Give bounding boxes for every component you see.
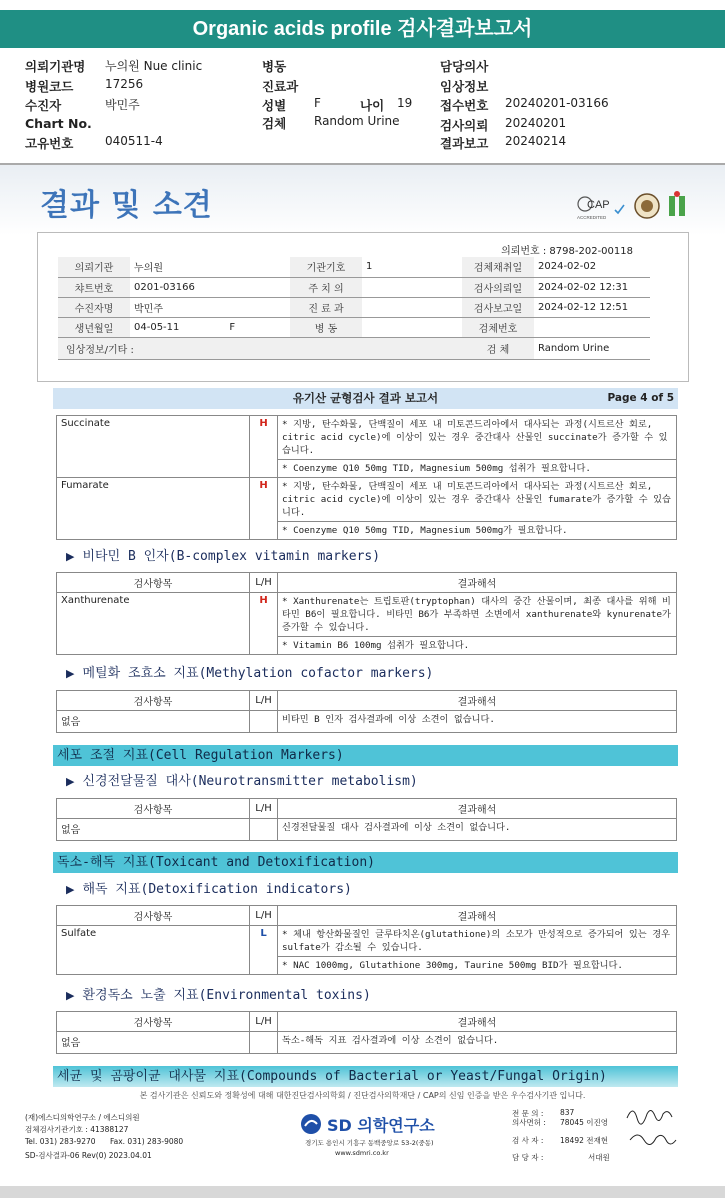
subsection-neurotransmitter	[66, 770, 418, 789]
subsection-environmental	[66, 984, 371, 1003]
interpretation: 신경전달물질 대사 검사결과에 이상 소견이 없습니다.	[278, 819, 677, 841]
interpretation: * Xanthurenate는 트립토판(tryptophan) 대사의 중간 산물이며, 최종 대사를 위해 비타민 B6이 필요합니다. 비타민 B6가 부족하면 소변에서 xanthurenate와 kynurenate가 증가할 수 있습니다.	[278, 593, 677, 637]
triangle-right-icon: ▶	[66, 989, 75, 1002]
bottom-bar	[0, 1186, 725, 1198]
flag-low: L	[250, 926, 278, 975]
clinical-info-label: 임상정보/기타 :	[58, 337, 462, 359]
cap-logo-subtext: ACCREDITED	[577, 215, 607, 220]
header-label: 의뢰기관명	[25, 59, 86, 74]
column-header: 결과해석	[278, 799, 677, 819]
test-item: 없음	[57, 711, 250, 733]
column-header: 결과해석	[278, 691, 677, 711]
sd-logo-icon	[300, 1113, 324, 1135]
sign-label: 전 문 의 :	[512, 1109, 544, 1118]
info-value	[130, 317, 290, 337]
interpretation: 비타민 B 인자 검사결과에 이상 소견이 없습니다.	[278, 711, 677, 733]
interpretation: 독소-해독 지표 검사결과에 이상 소견이 없습니다.	[278, 1032, 677, 1054]
subsection-title: 환경독소 노출 지표(Environmental toxins)	[82, 988, 371, 1003]
result-table-vitamin-b	[56, 572, 677, 655]
header-label: 결과보고	[440, 136, 489, 151]
request-number: 의뢰번호 : 8798-202-00118	[501, 246, 633, 257]
header-value: Random Urine	[314, 114, 400, 128]
table-row	[58, 277, 650, 297]
header-label: 검사의뢰	[440, 118, 489, 133]
header-label: 병동	[262, 59, 287, 74]
footer-org-code: 검체검사기관기호 : 41388127	[25, 1125, 129, 1134]
info-value	[362, 297, 462, 317]
sign-label: 검 사 자 :	[512, 1136, 544, 1145]
info-key: 검체채취일	[462, 257, 534, 277]
flag-empty	[250, 711, 278, 733]
triangle-right-icon: ▶	[66, 775, 75, 788]
info-key: 검체번호	[462, 317, 534, 337]
sign-value: 78045 이진영	[560, 1118, 608, 1127]
sd-logo	[300, 1112, 435, 1136]
test-item: Fumarate	[57, 478, 250, 540]
column-header: 검사항목	[57, 691, 250, 711]
footer-address: 경기도 용인시 기흥구 동백중앙로 53-2(중동)	[305, 1139, 434, 1147]
accreditation-logos	[575, 190, 695, 222]
table-row	[57, 819, 677, 841]
page-indicator: Page 4 of 5	[607, 392, 674, 404]
report-title: 유기산 균형검사 결과 보고서	[292, 391, 439, 405]
result-table-detoxification	[56, 905, 677, 975]
column-header: L/H	[250, 1012, 278, 1032]
result-table-environmental	[56, 1011, 677, 1054]
recommendation: * Vitamin B6 100mg 섭취가 필요합니다.	[278, 637, 677, 655]
report-header	[53, 388, 678, 409]
header-label: 고유번호	[25, 136, 74, 151]
request-info-table	[58, 257, 650, 360]
table-row	[57, 926, 677, 957]
flag-empty	[250, 819, 278, 841]
sign-label: 의사면허 :	[512, 1118, 546, 1127]
subsection-title: 비타민 B 인자(B-complex vitamin markers)	[82, 549, 381, 564]
birthdate: 04-05-11	[134, 321, 180, 333]
header-label: 나이	[360, 98, 385, 113]
accreditation-note: 본 검사기관은 신뢰도와 정확성에 대해 대한진단검사의학회 / 진단검사의학재단 / CAP의 신임 인증을 받은 우수검사기관 입니다.	[139, 1091, 586, 1100]
brand-name: SD 의학연구소	[327, 1116, 435, 1135]
header-value: 20240201-03166	[505, 96, 609, 110]
footer-tel: Tel. 031) 283-9270	[25, 1137, 96, 1146]
report-banner: Organic acids profile 검사결과보고서	[0, 10, 725, 48]
triangle-right-icon: ▶	[66, 550, 75, 563]
test-item: Succinate	[57, 416, 250, 478]
sign-value: 18492 전재현	[560, 1136, 608, 1145]
recommendation: * NAC 1000mg, Glutathione 300mg, Taurine 500mg BID가 필요합니다.	[278, 957, 677, 975]
result-table-energy	[56, 415, 677, 540]
info-key: 주 치 의	[290, 277, 362, 297]
header-label: 접수번호	[440, 98, 489, 113]
test-item: 없음	[57, 1032, 250, 1054]
flag-high: H	[250, 593, 278, 655]
info-key: 기관기호	[290, 257, 362, 277]
result-table-neurotransmitter	[56, 798, 677, 841]
header-value: 20240214	[505, 134, 567, 148]
info-value: 2024-02-02 12:31	[534, 277, 650, 297]
header-label: 담당의사	[440, 59, 489, 74]
section-bacterial-fungal: 세균 및 곰팡이균 대사물 지표(Compounds of Bacterial or Yeast/Fungal Origin)	[53, 1066, 678, 1087]
table-row	[58, 297, 650, 317]
table-row	[57, 1032, 677, 1054]
column-header: 결과해석	[278, 906, 677, 926]
column-header: L/H	[250, 799, 278, 819]
table-row	[57, 593, 677, 637]
table-header-row	[57, 906, 677, 926]
column-header: 결과해석	[278, 573, 677, 593]
table-header-row	[57, 691, 677, 711]
triangle-right-icon: ▶	[66, 883, 75, 896]
recommendation: * Coenzyme Q10 50mg TID, Magnesium 500mg 섭취가 필요합니다.	[278, 460, 677, 478]
patient-header	[0, 50, 725, 160]
subsection-title: 해독 지표(Detoxification indicators)	[82, 882, 352, 897]
header-value: F	[314, 96, 321, 110]
table-header-row	[57, 1012, 677, 1032]
header-label: Chart No.	[25, 116, 92, 131]
table-row	[58, 317, 650, 337]
info-value: 박민주	[130, 297, 290, 317]
header-value: 17256	[105, 77, 144, 91]
subsection-title: 메틸화 조효소 지표(Methylation cofactor markers)	[82, 666, 434, 681]
info-value: 2024-02-02	[534, 257, 650, 277]
recommendation: * Coenzyme Q10 50mg TID, Magnesium 500mg가 필요합니다.	[278, 522, 677, 540]
info-value: Random Urine	[534, 337, 650, 359]
info-value: 0201-03166	[130, 277, 290, 297]
column-header: L/H	[250, 906, 278, 926]
info-value: 누의원	[130, 257, 290, 277]
sex-value: F	[229, 321, 236, 333]
flag-empty	[250, 1032, 278, 1054]
info-key: 검사의뢰일	[462, 277, 534, 297]
section-cell-regulation: 세포 조절 지표(Cell Regulation Markers)	[53, 745, 678, 766]
subsection-detoxification	[66, 878, 352, 897]
column-header: 검사항목	[57, 906, 250, 926]
table-header-row	[57, 799, 677, 819]
info-key: 진 료 과	[290, 297, 362, 317]
info-key: 수진자명	[58, 297, 130, 317]
info-key: 검 체	[462, 337, 534, 359]
test-item: Xanthurenate	[57, 593, 250, 655]
column-header: 검사항목	[57, 799, 250, 819]
test-item: 없음	[57, 819, 250, 841]
flag-high: H	[250, 478, 278, 540]
sign-label: 담 당 자 :	[512, 1153, 544, 1162]
result-table-methylation	[56, 690, 677, 733]
info-key: 챠트번호	[58, 277, 130, 297]
table-row	[58, 337, 650, 359]
request-info-box	[37, 232, 689, 382]
info-key: 검사보고일	[462, 297, 534, 317]
header-label: 병원코드	[25, 79, 74, 94]
column-header: L/H	[250, 691, 278, 711]
header-label: 임상정보	[440, 79, 489, 94]
sign-value: 서대원	[588, 1153, 610, 1162]
footer-form-code: SD-검사결과-06 Rev(0) 2023.04.01	[25, 1151, 152, 1160]
header-value: 040511-4	[105, 134, 163, 148]
info-value	[362, 317, 462, 337]
footer-website: www.sdmri.co.kr	[335, 1149, 389, 1157]
table-row	[57, 711, 677, 733]
info-value	[362, 277, 462, 297]
accreditation-logo-icon	[575, 190, 695, 222]
table-row	[57, 478, 677, 522]
header-label: 수진자	[25, 98, 62, 113]
column-header: 결과해석	[278, 1012, 677, 1032]
table-row	[57, 416, 677, 460]
info-key: 병 동	[290, 317, 362, 337]
cap-logo-text: CAP	[587, 199, 610, 211]
header-value: 20240201	[505, 116, 567, 130]
header-label: 검체	[262, 116, 287, 131]
sign-value: 837	[560, 1108, 575, 1117]
header-label: 성별	[262, 98, 287, 113]
info-key: 의뢰기관	[58, 257, 130, 277]
table-row	[58, 257, 650, 277]
interpretation: * 지방, 탄수화물, 단백질이 세포 내 미토콘드리아에서 대사되는 과정(시트르산 회로, citric acid cycle)에 이상이 있는 경우 중간대사 산물인 fumarate가 증가할 수 있습니다.	[278, 478, 677, 522]
interpretation: * 지방, 탄수화물, 단백질이 세포 내 미토콘드리아에서 대사되는 과정(시트르산 회로, citric acid cycle)에 이상이 있는 경우 중간대사 산물인 succinate가 증가할 수 있습니다.	[278, 416, 677, 460]
footer-org: (재)에스디의학연구소 / 에스디의원	[25, 1113, 140, 1122]
column-header: L/H	[250, 573, 278, 593]
table-header-row	[57, 573, 677, 593]
signature-icon	[622, 1100, 692, 1150]
header-value: 19	[397, 96, 413, 110]
footer-fax: Fax. 031) 283-9080	[110, 1137, 184, 1146]
section-toxicant: 독소-해독 지표(Toxicant and Detoxification)	[53, 852, 678, 873]
subsection-methylation	[66, 662, 433, 681]
info-value: 2024-02-12 12:51	[534, 297, 650, 317]
subsection-vitamin-b	[66, 545, 380, 564]
flag-high: H	[250, 416, 278, 478]
subsection-title: 신경전달물질 대사(Neurotransmitter metabolism)	[82, 774, 418, 789]
header-value: 누의원 Nue clinic	[105, 59, 203, 73]
test-item: Sulfate	[57, 926, 250, 975]
header-label: 진료과	[262, 79, 299, 94]
info-value: 1	[362, 257, 462, 277]
header-value: 박민주	[105, 98, 140, 112]
interpretation: * 체내 항산화물질인 글루타치온(glutathione)의 소모가 만성적으로 증가되어 있는 경우 sulfate가 감소될 수 있습니다.	[278, 926, 677, 957]
triangle-right-icon: ▶	[66, 667, 75, 680]
column-header: 검사항목	[57, 1012, 250, 1032]
results-title: 결과 및 소견	[40, 188, 213, 223]
info-key: 생년월일	[58, 317, 130, 337]
column-header: 검사항목	[57, 573, 250, 593]
info-value	[534, 317, 650, 337]
